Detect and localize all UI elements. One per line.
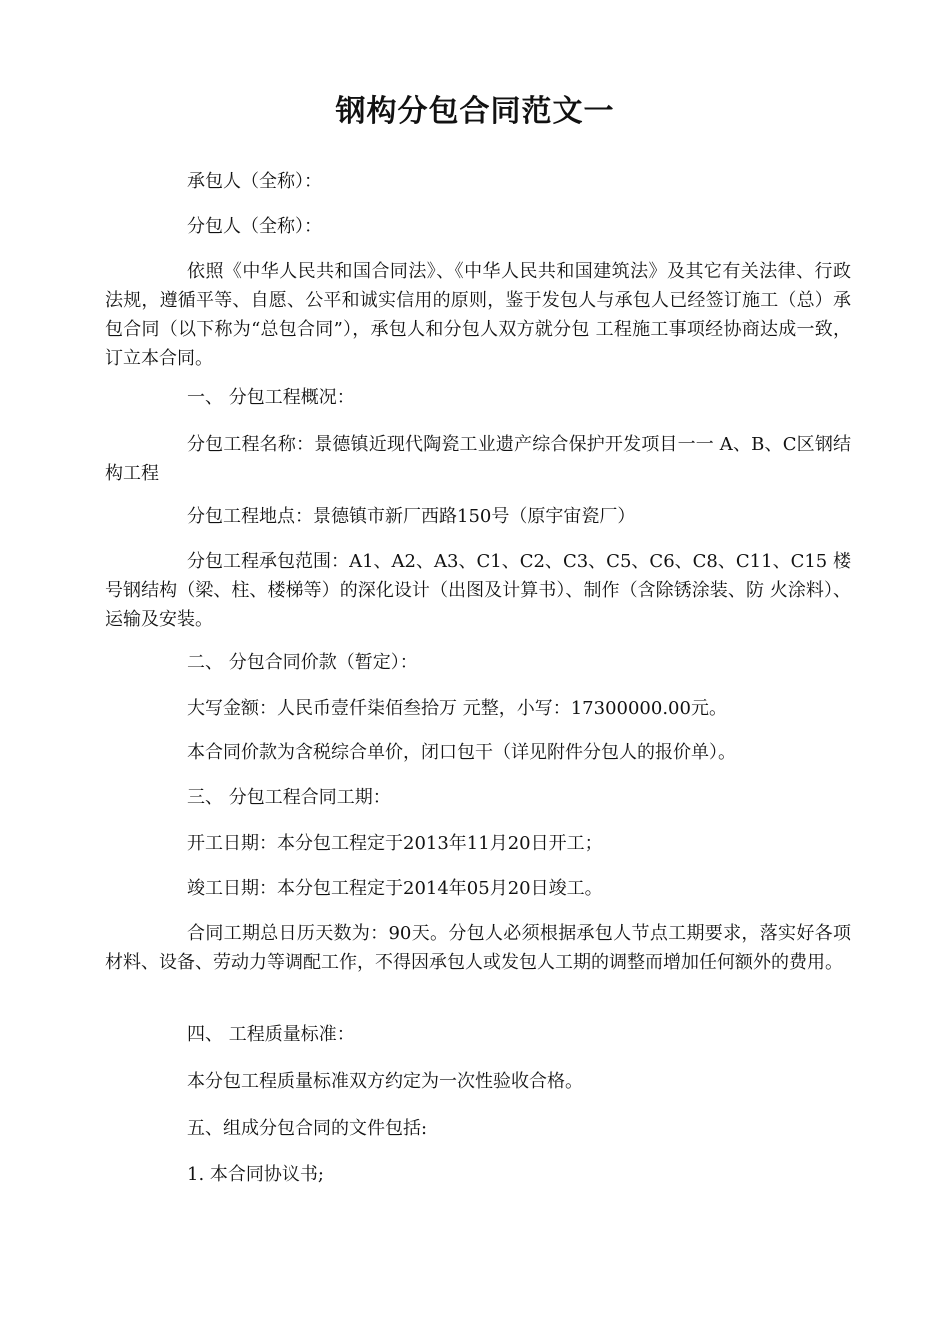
project-location-paragraph: 分包工程地点：景德镇市新厂西路150号（原宇宙瓷厂） bbox=[187, 506, 636, 527]
project-scope-paragraph: 分包工程承包范围：A1、A2、A3、C1、C2、C3、C5、C6、C8、C11、C15 楼号钢结构（梁、柱、楼梯等）的深化设计（出图及计算书）、制作（含除锈涂装、防 火涂料）、运输及安装。 bbox=[105, 551, 851, 630]
document-list-item-1: 1. 本合同协议书; bbox=[187, 1164, 324, 1185]
price-terms-paragraph: 本合同价款为含税综合单价，闭口包干（详见附件分包人的报价单）。 bbox=[187, 742, 736, 763]
duration-paragraph: 合同工期总日历天数为：90天。分包人必须根据承包人节点工期要求，落实好各项材料、设备、劳动力等调配工作，不得因承包人或发包人工期的调整而增加任何额外的费用。 bbox=[105, 923, 851, 973]
preamble-paragraph: 依照《中华人民共和国合同法》、《中华人民共和国建筑法》及其它有关法律、行政法规，遵循平等、自愿、公平和诚实信用的原则，鉴于发包人与承包人已经签订施工（总）承包合同（以下称为“总包合同”），承包人和分包人双方就分包 工程施工事项经协商达成一致，订立本合同。 bbox=[105, 261, 851, 369]
section-heading-period: 三、 分包工程合同工期： bbox=[187, 787, 391, 808]
project-name-paragraph: 分包工程名称：景德镇近现代陶瓷工业遗产综合保护开发项目一一 A、B、C区钢结构工程 bbox=[105, 434, 851, 484]
section-heading-quality: 四、 工程质量标准： bbox=[187, 1024, 355, 1045]
section-heading-documents: 五、组成分包合同的文件包括: bbox=[187, 1118, 428, 1139]
completion-date-paragraph: 竣工日期：本分包工程定于2014年05月20日竣工。 bbox=[187, 878, 603, 899]
subcontractor-name-line: 分包人（全称）： bbox=[187, 216, 322, 237]
start-date-paragraph: 开工日期：本分包工程定于2013年11月20日开工； bbox=[187, 833, 603, 854]
contractor-name-line: 承包人（全称）： bbox=[187, 171, 322, 192]
amount-paragraph: 大写金额：人民币壹仟柒佰叁拾万 元整，小写：17300000.00元。 bbox=[187, 698, 727, 719]
section-heading-price: 二、 分包合同价款（暂定）： bbox=[187, 652, 418, 673]
section-heading-overview: 一、 分包工程概况： bbox=[187, 387, 355, 408]
quality-standard-paragraph: 本分包工程质量标准双方约定为一次性验收合格。 bbox=[187, 1071, 583, 1092]
document-title: 钢构分包合同范文一 bbox=[335, 94, 615, 129]
